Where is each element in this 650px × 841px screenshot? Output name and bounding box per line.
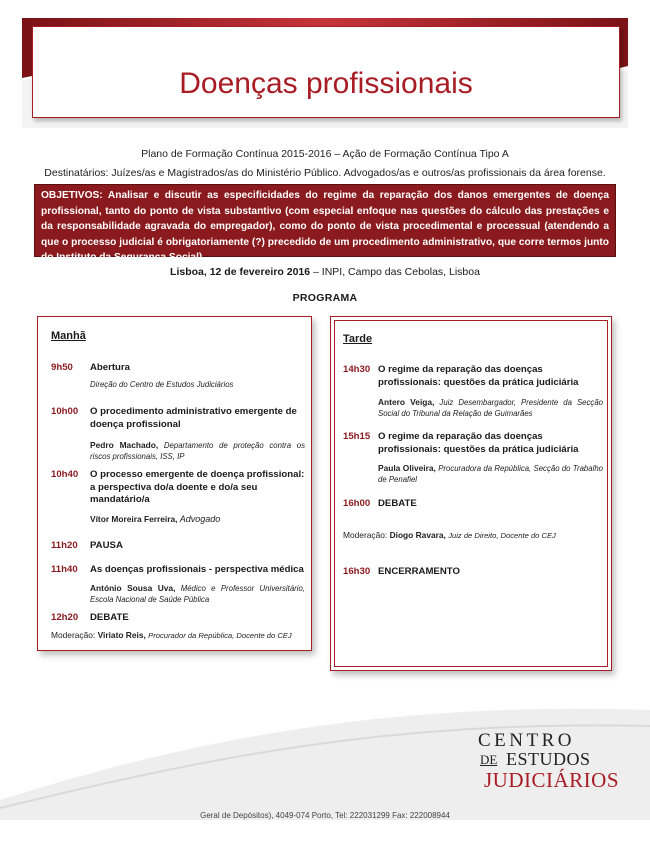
morning-panel: [37, 316, 312, 651]
entry-title: O processo emergente de doença profissional: a perspectiva do/a doente e do/a seu mandatário/a: [90, 469, 305, 505]
entry-title: O procedimento administrativo emergente de doença profissional: [90, 406, 297, 430]
objectives-text: Analisar e discutir as especificidades do regime da reparação dos danos emergentes de doença profissional, tanto do ponto de vista substantivo (com especial enfoque nas questões do cálculo das prestações e da responsabilidade agravada do empregador), como do ponto de vista procedimental e processual (atendendo a que o processo judicial é obrigatoriamente (?) precedido de um procedimento administrativo, que corre termos junto do Instituto da Segurança Social): [41, 190, 609, 263]
speaker-role: Departamento de proteção contra os riscos profissionais, ISS, IP: [90, 441, 306, 461]
speaker-name: Paula Oliveira,: [378, 463, 436, 473]
entry-time: 12h20: [51, 612, 79, 623]
morning-heading: Manhã: [51, 330, 86, 342]
entry-time: 11h20: [51, 540, 78, 551]
logo-line-estudos: ESTUDOS: [506, 749, 591, 769]
logo-line-de: DE: [480, 752, 498, 767]
moderation-line: [343, 530, 556, 540]
cej-logo: [478, 730, 620, 792]
speaker-name: António Sousa Uva,: [90, 583, 176, 593]
entry-time: 14h30: [343, 364, 371, 375]
afternoon-heading: Tarde: [343, 333, 373, 345]
objectives-box: [34, 184, 616, 263]
entry-time: 10h00: [51, 406, 79, 417]
speaker-name: Antero Veiga,: [378, 397, 435, 407]
entry-speaker-role: Direção do Centro de Estudos Judiciários: [90, 380, 234, 389]
page-title: Doenças profissionais: [179, 67, 473, 100]
moderator-role: Procurador da República, Docente do CEJ: [148, 631, 292, 640]
speaker-role: Procuradora da República, Secção do Trabalho de Penafiel: [378, 464, 604, 484]
audience-line: Destinatários: Juízes/as e Magistrados/as do Ministério Público. Advogados/as e outros/as profissionais da área forense.: [44, 167, 606, 179]
speaker-name: Vítor Moreira Ferreira,: [90, 514, 178, 524]
entry-speaker: [90, 583, 305, 605]
footer-contact: Geral de Depósitos), 4049-074 Porto, Tel: 222031299 Fax: 222008944: [200, 811, 450, 820]
entry-title: O regime da reparação das doenças profissionais: questões da prática judiciária: [378, 364, 579, 388]
entry-title: DEBATE: [90, 612, 129, 623]
event-date-location: [0, 266, 650, 278]
entry-time: 16h30: [343, 566, 371, 577]
entry-title: Abertura: [90, 362, 130, 373]
moderation-label: Moderação:: [343, 530, 388, 540]
entry-time: 15h15: [343, 431, 371, 442]
entry-speaker: [378, 463, 603, 485]
moderator-role: Juiz de Direito, Docente do CEJ: [448, 531, 556, 540]
entry-speaker: [90, 514, 305, 526]
event-location: – INPI, Campo das Cebolas, Lisboa: [310, 266, 480, 278]
objectives-label: OBJETIVOS:: [41, 190, 103, 201]
entry-title: ENCERRAMENTO: [378, 566, 460, 577]
entry-title: O regime da reparação das doenças profissionais: questões da prática judiciária: [378, 431, 579, 455]
entry-speaker: [378, 397, 603, 419]
entry-time: 10h40: [51, 469, 79, 480]
entry-speaker: [90, 440, 305, 462]
speaker-role: Juiz Desembargador, Presidente da Secção Social do Tribunal da Relação de Guimarães: [378, 398, 603, 418]
speaker-name: Pedro Machado,: [90, 440, 159, 450]
speaker-role: Médico e Professor Universitário, Escola Nacional de Saúde Pública: [90, 584, 305, 604]
training-plan-line: Plano de Formação Contínua 2015-2016 – Ação de Formação Contínua Tipo A: [141, 148, 509, 160]
afternoon-panel: [330, 316, 612, 671]
moderator-name: Viriato Reis,: [97, 630, 146, 640]
speaker-role: Advogado: [179, 514, 221, 524]
entry-title: PAUSA: [90, 540, 123, 551]
logo-line-judiciarios: JUDICIÁRIOS: [484, 768, 620, 792]
banner-box: [32, 26, 620, 118]
entry-title: As doenças profissionais - perspectiva médica: [90, 564, 304, 575]
entry-time: 16h00: [343, 498, 371, 509]
entry-time: 11h40: [51, 564, 78, 575]
programa-heading: PROGRAMA: [292, 292, 358, 304]
moderation-label: Moderação:: [51, 630, 96, 640]
moderation-line: [51, 630, 292, 640]
logo-line-centro: CENTRO: [478, 730, 575, 751]
entry-title: DEBATE: [378, 498, 417, 509]
event-date: Lisboa, 12 de fevereiro 2016: [170, 266, 311, 278]
title-banner: [22, 18, 628, 128]
moderator-name: Diogo Ravara,: [389, 530, 446, 540]
entry-time: 9h50: [51, 362, 73, 373]
